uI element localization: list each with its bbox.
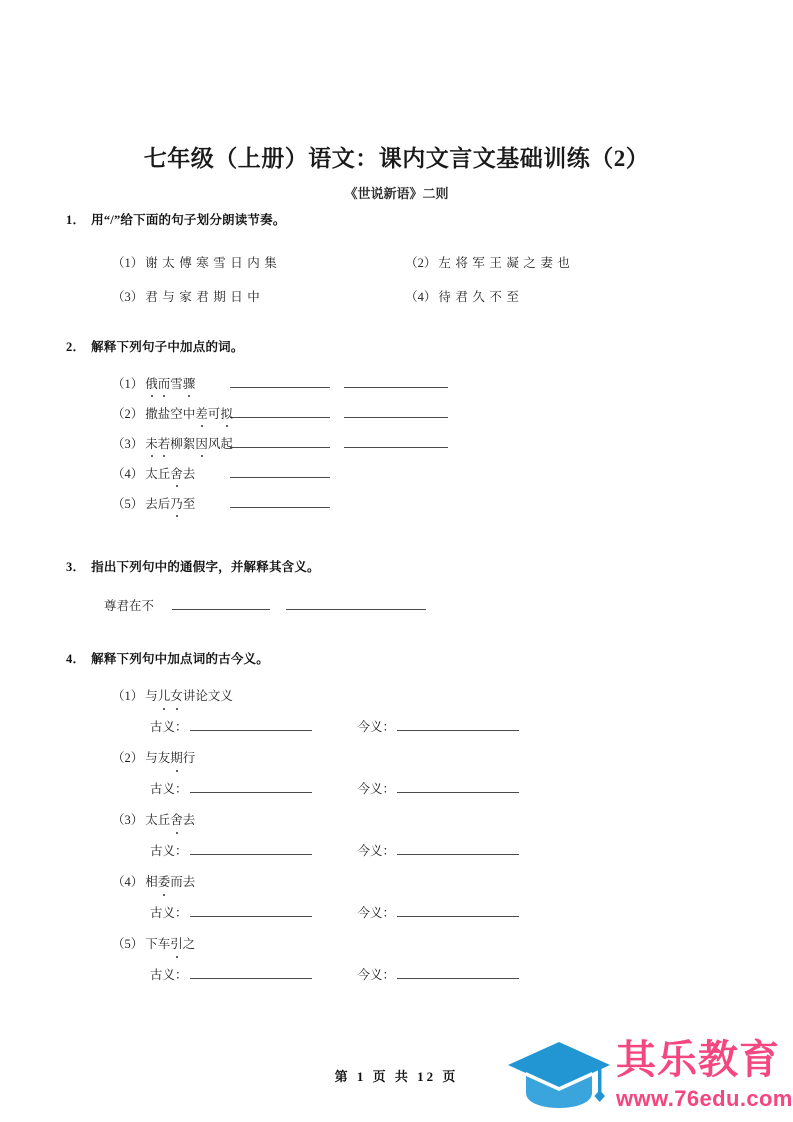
list-item [112,743,793,774]
question-2-heading [66,337,793,355]
page-footer: 第 1 页 共 12 页 [334,1069,459,1084]
site-logo [506,1034,791,1120]
item-label: （4） [405,290,437,304]
list-item [112,681,793,712]
gu-label: 古义： [150,720,188,734]
item-label: （3） [112,290,144,304]
gu-blank[interactable] [190,779,312,793]
jin-blank[interactable] [397,965,519,979]
item-label: （3） [112,813,144,827]
answer-blank[interactable] [230,404,330,418]
item-text: 左将军王凝之妻也 [438,256,575,270]
question-3-text: 指出下列句中的通假字，并解释其含义。 [91,560,320,574]
list-item [112,429,793,459]
list-item [405,246,574,280]
item-label: （2） [405,256,437,270]
item-label: （2） [112,751,144,765]
page-title: 七年级（上册）语文：课内文言文基础训练（2） [143,146,650,171]
question-1-row-1 [112,246,793,280]
answer-blank[interactable] [344,434,448,448]
answer-blank[interactable] [230,464,330,478]
item-text: 君与家君期日中 [145,290,265,304]
item-label: （5） [112,937,144,951]
question-block-1 [0,210,793,314]
jin-blank[interactable] [397,903,519,917]
jin-label: 今义： [357,844,396,858]
question-1-number: 1． [66,213,86,227]
item-text: 待君久不至 [438,290,524,304]
answer-row [150,712,793,743]
answer-blank[interactable] [172,596,270,610]
item-text: 与友期行 [145,751,195,765]
question-1-text: 用“/”给下面的句子划分朗读节奏。 [91,213,286,227]
question-1-heading [66,210,793,228]
answer-row [150,960,793,991]
question-4-text: 解释下列句中加点词的古今义。 [91,652,269,666]
list-item [112,805,793,836]
list-item [112,489,793,519]
logo-url: www.76edu.com [616,1086,793,1111]
item-label: （4） [112,467,144,481]
gu-blank[interactable] [190,965,312,979]
gu-label: 古义： [150,906,188,920]
item-text-wrap [112,489,230,519]
item-label: （1） [112,689,144,703]
list-item [405,280,523,314]
question-block-4 [0,649,793,991]
item-text: 俄而雪骤 [145,377,195,391]
item-label: （1） [112,256,144,270]
answer-blank[interactable] [344,404,448,418]
item-label: （5） [112,497,144,511]
question-4-number: 4． [66,652,86,666]
answer-blank[interactable] [230,374,330,388]
list-item [112,399,793,429]
item-label: （2） [112,407,144,421]
list-item [112,246,402,280]
jin-label: 今义： [357,968,396,982]
question-block-2 [0,337,793,519]
question-3-number: 3． [66,560,86,574]
answer-blank[interactable] [230,494,330,508]
answer-row [150,898,793,929]
item-text: 下车引之 [145,937,195,951]
item-text-wrap [112,429,233,459]
item-text: 尊君在不 [104,599,155,613]
question-1-row-2 [112,280,793,314]
item-text: 未若柳絮因风起 [145,437,233,451]
answer-blank[interactable] [286,596,426,610]
answer-row [150,836,793,867]
item-text: 撒盐空中差可拟 [145,407,233,421]
question-4-heading [66,649,793,667]
gu-blank[interactable] [190,903,312,917]
item-label: （3） [112,437,144,451]
item-text: 太丘舍去 [145,467,195,481]
item-text-wrap [112,399,233,429]
gu-blank[interactable] [190,717,312,731]
answer-blank[interactable] [344,374,448,388]
question-block-3 [0,557,793,623]
gu-label: 古义： [150,968,188,982]
gu-label: 古义： [150,782,188,796]
graduation-cap-icon [506,1038,612,1112]
logo-text [616,1036,793,1112]
item-text: 与儿女讲论文义 [145,689,233,703]
jin-blank[interactable] [397,779,519,793]
jin-label: 今义： [357,720,396,734]
jin-blank[interactable] [397,717,519,731]
item-text: 去后乃至 [145,497,195,511]
list-item [112,459,793,489]
answer-row [150,774,793,805]
jin-blank[interactable] [397,841,519,855]
item-text: 相委而去 [145,875,195,889]
item-label: （4） [112,875,144,889]
item-text: 太丘舍去 [145,813,195,827]
list-item [104,589,793,623]
item-text-wrap [112,459,230,489]
question-2-text: 解释下列句子中加点的词。 [91,340,244,354]
question-2-number: 2． [66,340,86,354]
page-subtitle: 《世说新语》二则 [344,186,449,201]
gu-label: 古义： [150,844,188,858]
logo-brand-name: 其乐教育 [616,1038,780,1082]
item-text: 谢太傅寒雪日内集 [145,256,282,270]
list-item [112,929,793,960]
list-item [112,369,793,399]
gu-blank[interactable] [190,841,312,855]
answer-blank[interactable] [230,434,330,448]
jin-label: 今义： [357,782,396,796]
jin-label: 今义： [357,906,396,920]
question-3-heading [66,557,793,575]
item-label: （1） [112,377,144,391]
list-item [112,867,793,898]
item-text-wrap [112,369,230,399]
list-item [112,280,402,314]
